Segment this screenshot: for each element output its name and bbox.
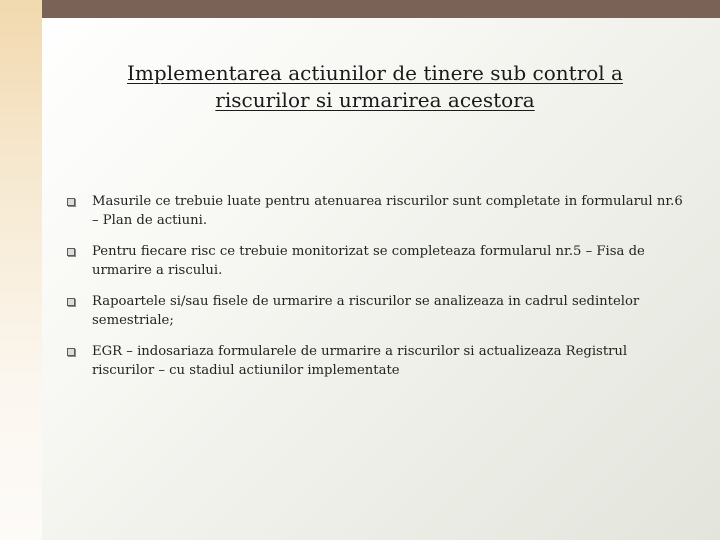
left-decorative-band — [0, 0, 42, 540]
slide-title — [62, 60, 688, 114]
top-accent-bar — [42, 0, 720, 18]
bullet-list — [67, 193, 685, 393]
bullet-item — [67, 343, 685, 380]
square-bullet-icon — [67, 348, 75, 356]
bullet-item — [67, 193, 685, 230]
square-bullet-icon — [67, 198, 75, 206]
bullet-item — [67, 243, 685, 280]
bullet-item — [67, 293, 685, 330]
square-bullet-icon — [67, 248, 75, 256]
square-bullet-icon — [67, 298, 75, 306]
bullet-text: Pentru fiecare risc ce trebuie monitorizat se completeaza formularul nr.5 – Fisa de urmarire a riscului. — [92, 244, 645, 278]
bullet-text: EGR – indosariaza formularele de urmarire a riscurilor si actualizeaza Registrul riscurilor – cu stadiul actiunilor implementate — [92, 344, 628, 378]
slide-title-line-2: riscurilor si urmarirea acestora — [215, 88, 535, 112]
slide-title-line-1: Implementarea actiunilor de tinere sub control a — [127, 61, 623, 85]
bullet-text: Rapoartele si/sau fisele de urmarire a riscurilor se analizeaza in cadrul sedintelor semestriale; — [92, 294, 640, 328]
bullet-text: Masurile ce trebuie luate pentru atenuarea riscurilor sunt completate in formularul nr.6 – Plan de actiuni. — [92, 194, 683, 228]
